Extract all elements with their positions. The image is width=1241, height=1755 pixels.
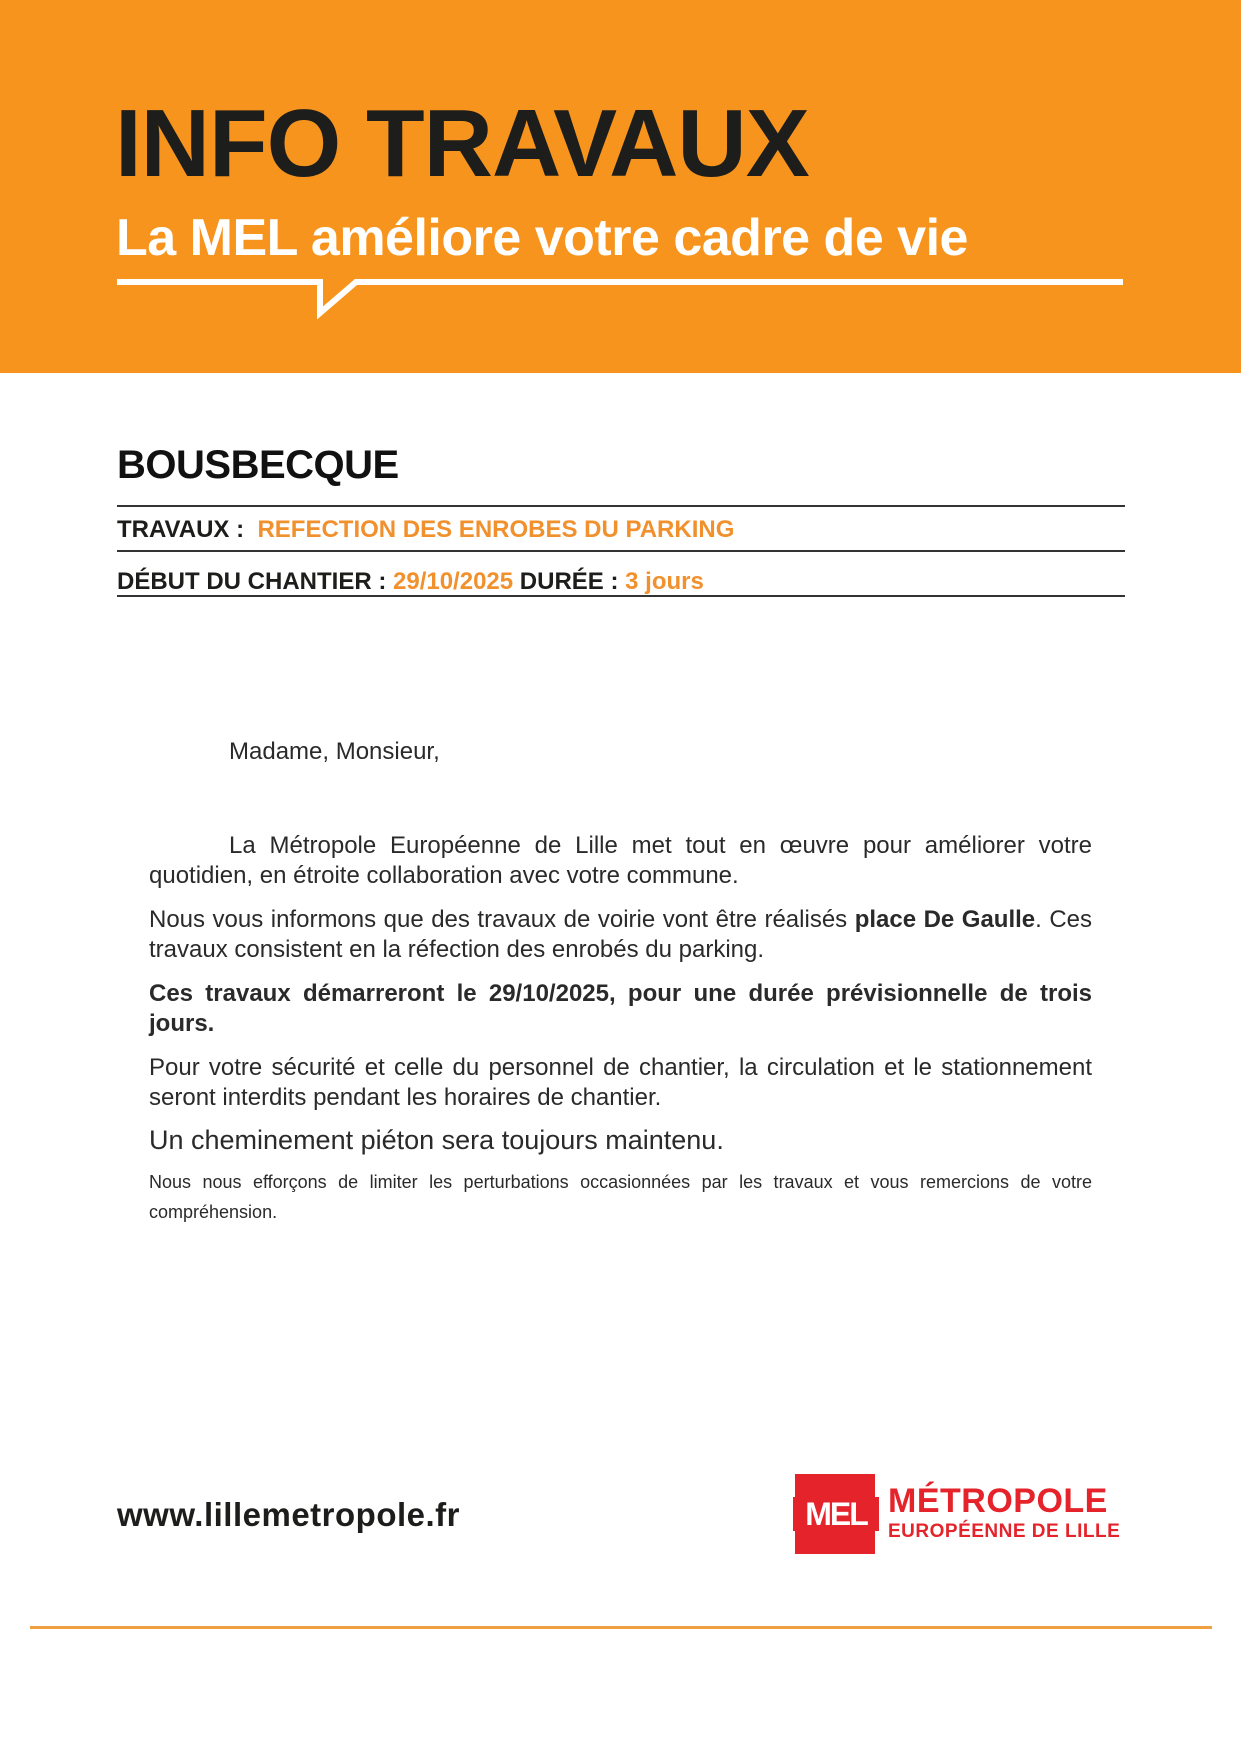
page-title: INFO TRAVAUX <box>115 90 809 197</box>
divider <box>117 595 1125 597</box>
paragraph-schedule: Ces travaux démarreront le 29/10/2025, pour une durée prévisionnelle de trois jours. <box>149 980 1092 1037</box>
works-label: TRAVAUX : <box>117 516 245 543</box>
logo-badge-text: MEL <box>793 1497 879 1531</box>
divider <box>117 550 1125 552</box>
start-label: DÉBUT DU CHANTIER : <box>117 568 387 595</box>
paragraph-location <box>149 905 1092 965</box>
paragraph-intro: La Métropole Européenne de Lille met tout en œuvre pour améliorer votre quotidien, en étroite collaboration avec votre commune. <box>149 832 1092 889</box>
location-text-after: . Ces travaux consistent en la réfection des enrobés du parking. <box>149 906 1093 963</box>
town-name: BOUSBECQUE <box>117 443 399 487</box>
schedule-row <box>117 570 704 594</box>
duration-label: DURÉE : <box>519 568 619 595</box>
location-text-before: Nous vous informons que des travaux de voirie vont être réalisés <box>149 906 855 933</box>
location-name: place De Gaulle <box>854 906 1036 933</box>
works-value: REFECTION DES ENROBES DU PARKING <box>257 516 735 543</box>
speech-bubble-underline <box>0 0 1241 373</box>
footer-divider <box>30 1626 1212 1629</box>
page-subtitle: La MEL améliore votre cadre de vie <box>116 209 968 267</box>
paragraph-thanks: Nous nous efforçons de limiter les perturbations occasionnées par les travaux et vous remercions de votre compréhension. <box>149 1172 1092 1222</box>
divider <box>117 505 1125 507</box>
paragraph-safety: Pour votre sécurité et celle du personnel de chantier, la circulation et le stationnement seront interdits pendant les horaires de chantier. <box>149 1054 1092 1111</box>
paragraph-pedestrian: Un cheminement piéton sera toujours maintenu. <box>149 1125 724 1155</box>
start-value: 29/10/2025 <box>393 568 514 595</box>
works-row <box>117 518 734 542</box>
header-banner <box>0 0 1241 373</box>
duration-value: 3 jours <box>625 568 704 595</box>
website-link[interactable]: www.lillemetropole.fr <box>117 1496 460 1533</box>
logo-line2: EUROPÉENNE DE LILLE <box>888 1521 1121 1542</box>
letter-body <box>149 831 1092 1227</box>
logo-line1: MÉTROPOLE <box>888 1482 1108 1520</box>
salutation: Madame, Monsieur, <box>229 738 440 765</box>
